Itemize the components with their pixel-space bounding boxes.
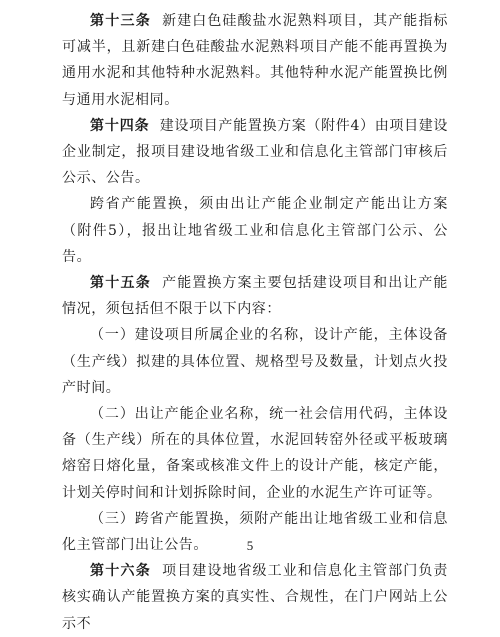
- paragraph-cross-province: [62, 191, 448, 270]
- paragraph-text: 产能置换方案主要包括建设项目和出让产能情况，须包括但不限于以下内容：: [62, 275, 449, 318]
- paragraph-article-13: [62, 8, 448, 113]
- paragraph-article-16: [62, 558, 448, 637]
- paragraph-item-1: [62, 322, 448, 401]
- page-number: 5: [246, 538, 254, 553]
- paragraph-article-14: [62, 113, 448, 192]
- paragraph-text: 跨省产能置换，须由出让产能企业制定产能出让方案（附件5），报出让地省级工业和信息化主管部门公示、公告。: [62, 196, 448, 265]
- paragraph-text: 新建白色硅酸盐水泥熟料项目，其产能指标可减半，且新建白色硅酸盐水泥熟料项目产能不能再置换为通用水泥和其他特种水泥熟料。其他特种水泥产能置换比例与通用水泥相同。: [62, 13, 449, 108]
- paragraph-text: （一）建设项目所属企业的名称，设计产能，主体设备（生产线）拟建的具体位置、规格型号及数量，计划点火投产时间。: [62, 327, 448, 396]
- paragraph-text: （三）跨省产能置换，须附产能出让地省级工业和信息化主管部门出让公告。: [62, 510, 448, 554]
- paragraph-text: 项目建设地省级工业和信息化主管部门负责核实确认产能置换方案的真实性、合规性，在门户网站上公示不: [62, 563, 449, 632]
- paragraph-text: （二）出让产能企业名称，统一社会信用代码，主体设备（生产线）所在的具体位置，水泥回转窑外径或平板玻璃熔窑日熔化量，备案或核准文件上的设计产能，核定产能，计划关停时间和计划拆除时间，企业的水泥生产许可证等。: [62, 406, 448, 501]
- paragraph-text: 建设项目产能置换方案（附件4）由项目建设企业制定，报项目建设地省级工业和信息化主管部门审核后公示、公告。: [62, 117, 449, 187]
- article-number: 第十三条: [90, 13, 152, 29]
- paragraph-article-15: [62, 270, 448, 322]
- article-number: 第十六条: [90, 563, 152, 580]
- paragraph-item-2: [62, 401, 448, 506]
- article-number: 第十五条: [90, 275, 152, 292]
- article-number: 第十四条: [90, 117, 150, 134]
